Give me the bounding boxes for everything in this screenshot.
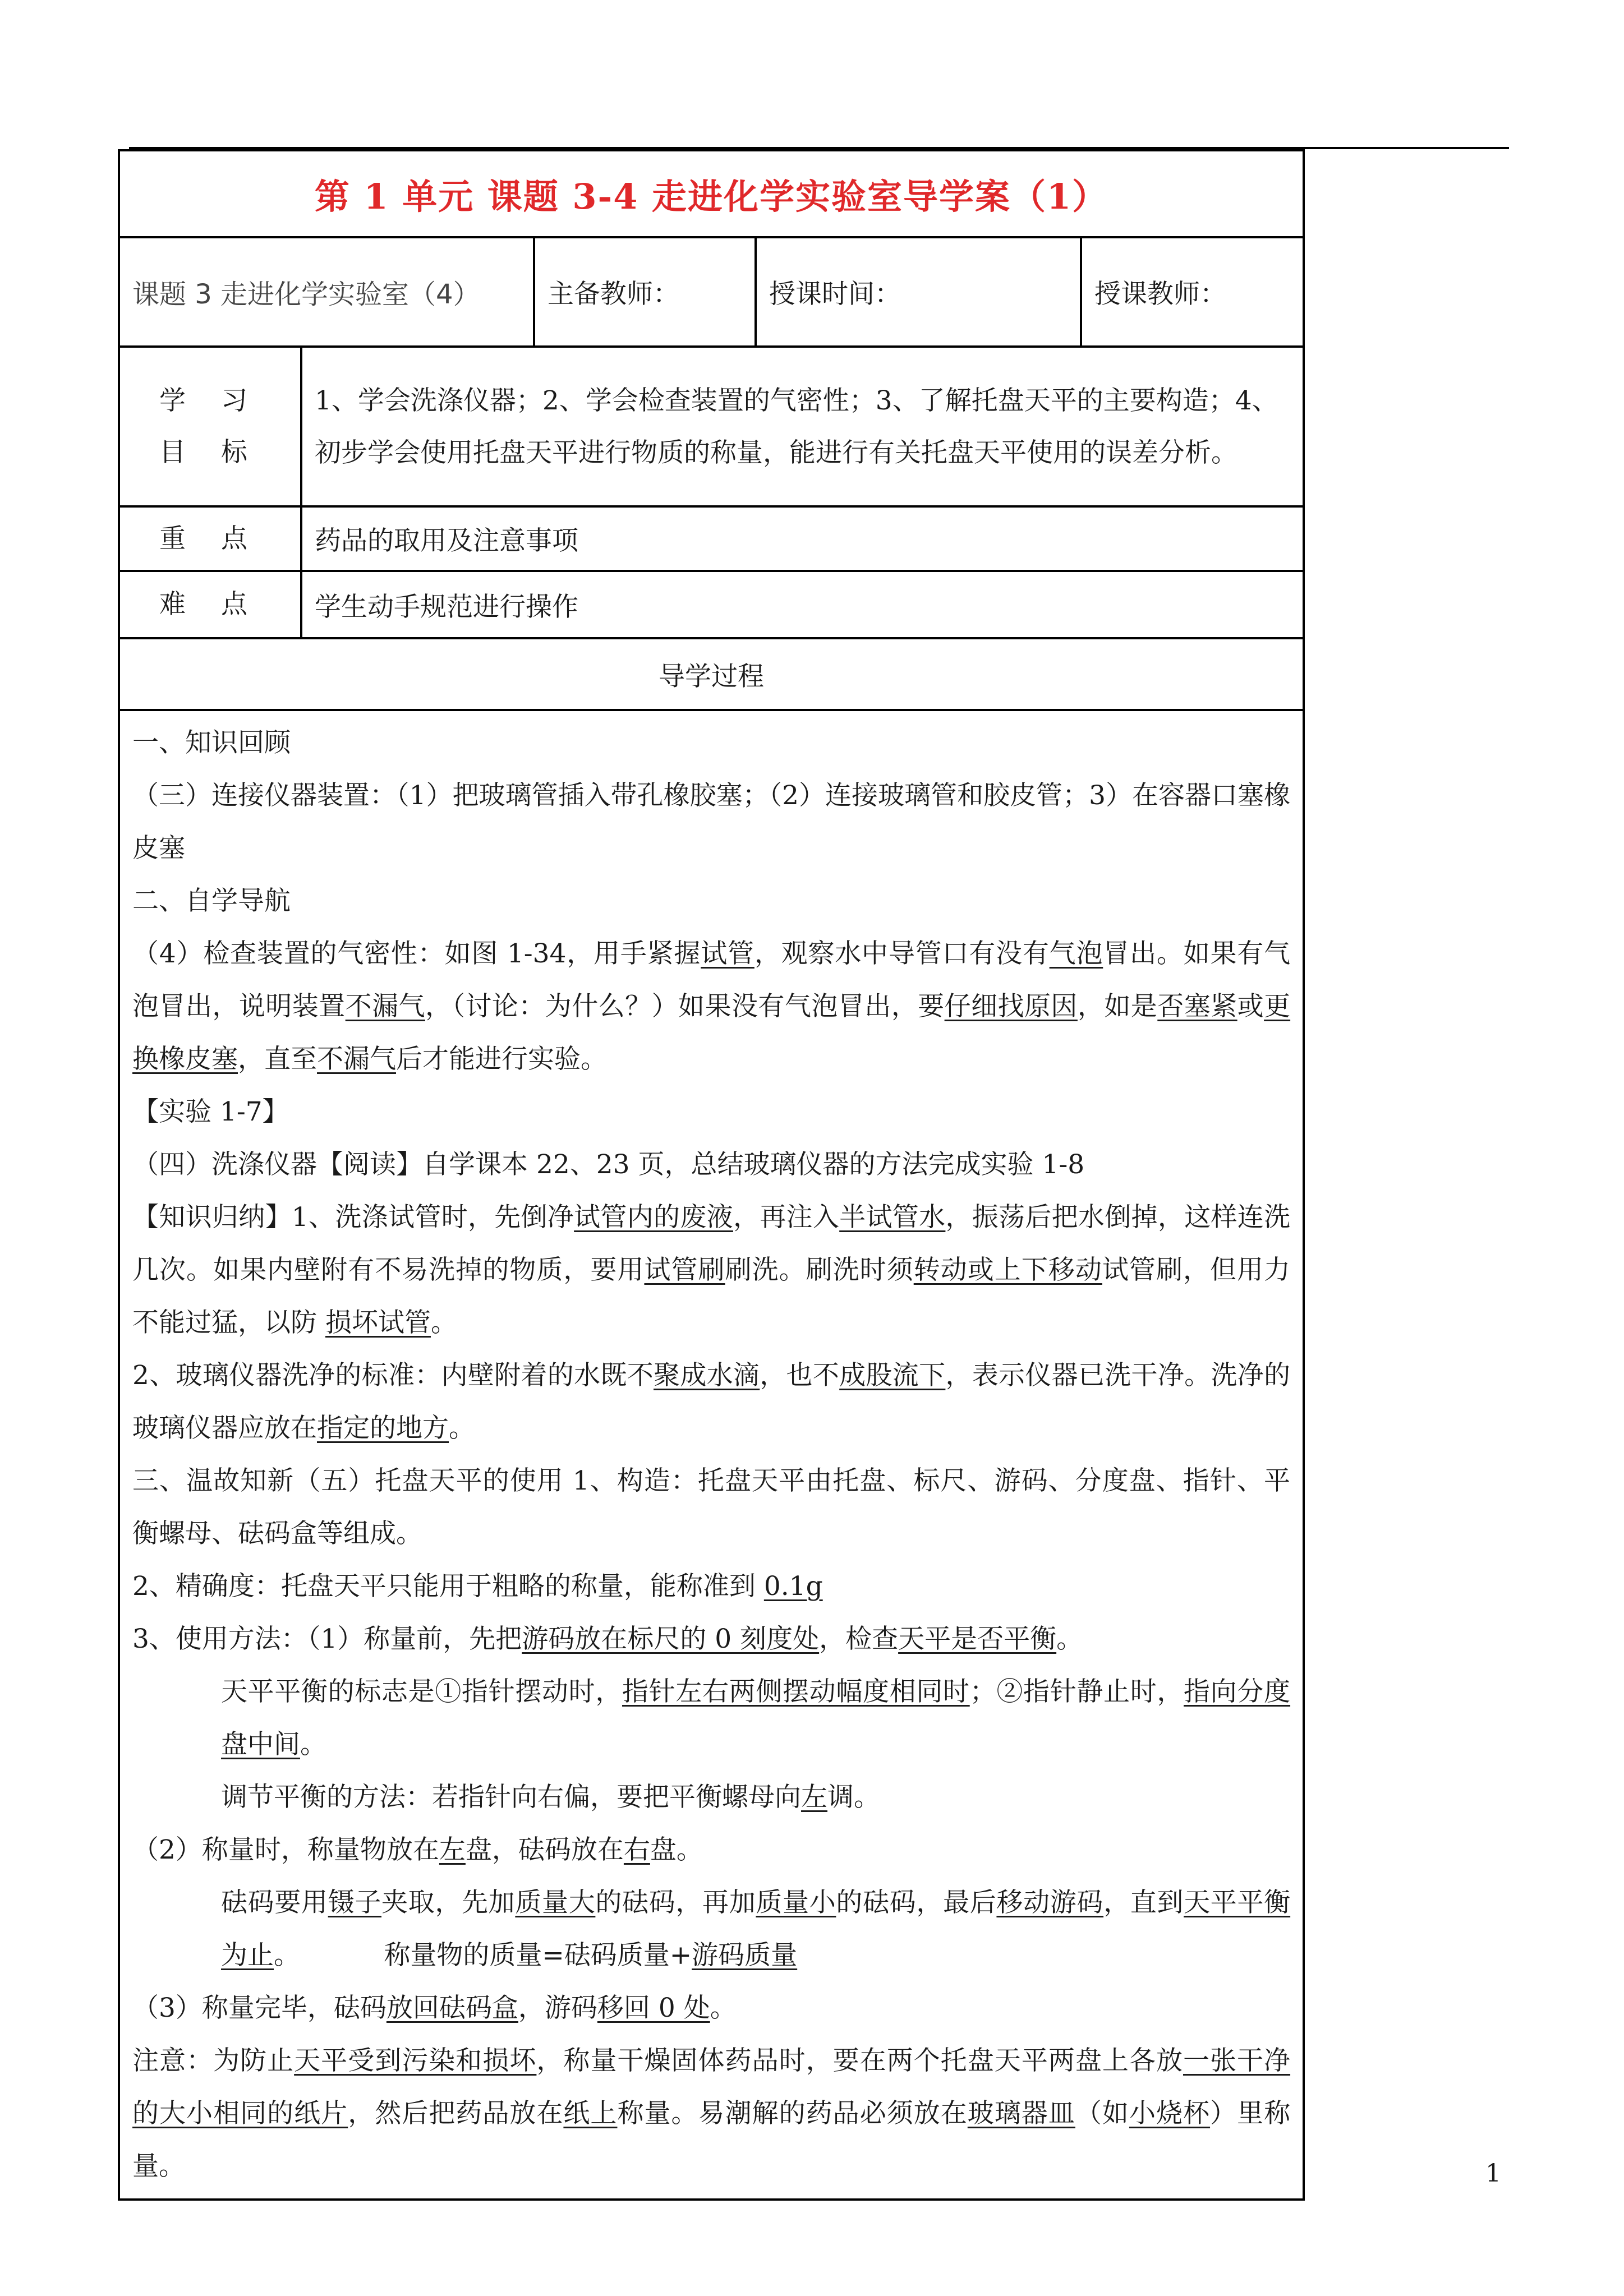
answer-blank: 不漏气 — [317, 1044, 396, 1075]
text-run: 盘，砝码放在 — [465, 1834, 624, 1865]
para-adjust — [132, 1771, 1290, 1824]
text-run: 砝码要用 — [221, 1887, 328, 1918]
answer-blank: 指针左右两侧摆动幅度相同时 — [622, 1676, 970, 1707]
para-precision — [132, 1560, 1290, 1613]
lesson-topic: 课题 3 走进化学实验室（4） — [119, 237, 534, 347]
page-number: 1 — [1485, 2159, 1501, 2188]
prep-teacher-label: 主备教师： — [534, 237, 756, 347]
goals-label-line1: 学 习 — [159, 385, 261, 416]
para-weights — [132, 1877, 1290, 1982]
answer-blank: 试管 — [701, 938, 755, 969]
section-self-study: 二、自学导航 — [132, 886, 291, 916]
answer-blank: 纸上 — [563, 2098, 618, 2129]
text-run: 调节平衡的方法：若指针向右偏，要把平衡螺母向 — [221, 1782, 801, 1813]
answer-blank: 玻璃器皿 — [967, 2098, 1075, 2129]
answer-blank: 左 — [439, 1834, 466, 1865]
para-airtight — [132, 928, 1290, 1086]
text-run: ，直到 — [1103, 1887, 1184, 1918]
answer-blank: 气泡 — [1049, 938, 1103, 969]
text-run: 。 称量物的质量=砝码质量+ — [274, 1940, 692, 1971]
para-clean-standard — [132, 1349, 1290, 1455]
text-run: ；②指针静止时， — [969, 1676, 1184, 1707]
answer-blank: 0.1g — [763, 1571, 823, 1602]
text-run: ）里称量。 — [132, 2098, 1291, 2182]
answer-blank: 质量大 — [515, 1887, 596, 1918]
text-run: ，直至 — [238, 1044, 317, 1075]
text-run: 3、使用方法：（1）称量前，先把 — [132, 1624, 522, 1654]
text-run: （2）称量时，称量物放在 — [132, 1834, 439, 1865]
answer-blank: 移回 0 处 — [597, 1993, 710, 2023]
key-point-label: 重 点 — [119, 506, 301, 571]
para-connect: （三）连接仪器装置：（1）把玻璃管插入带孔橡胶塞；（2）连接玻璃管和胶皮管；3）在容器口塞橡皮塞 — [132, 780, 1291, 864]
answer-blank: 放回砝码盒 — [386, 1993, 518, 2023]
answer-blank: 否塞紧 — [1157, 991, 1237, 1022]
class-time-label: 授课时间： — [756, 237, 1081, 347]
text-run: ，（讨论：为什么？）如果没有气泡冒出，要 — [425, 991, 945, 1022]
para-washing-read: （四）洗涤仪器【阅读】自学课本 22、23 页，总结玻璃仪器的方法完成实验 1-8 — [132, 1149, 1085, 1180]
experiment-label: 【实验 1-7】 — [132, 1096, 289, 1127]
text-run: 注意：为防止 — [132, 2045, 295, 2076]
para-finish — [132, 1982, 1290, 2035]
text-run: 的砝码，最后 — [836, 1887, 997, 1918]
text-run: 冒出。如果有气泡冒出，说明装置 — [132, 938, 1291, 1022]
para-balance-structure: 三、温故知新（五）托盘天平的使用 1、构造：托盘天平由托盘、标尺、游码、分度盘、指针、平衡螺母、砝码盒等组成。 — [132, 1465, 1291, 1549]
text-run: 天平平衡的标志是①指针摆动时， — [221, 1676, 623, 1707]
text-run: 。 — [300, 1729, 326, 1760]
text-run: ，表示仪器已洗干净。洗净的玻璃仪器应放在 — [132, 1360, 1291, 1444]
text-run: 2、玻璃仪器洗净的标准：内壁附着的水既不 — [132, 1360, 654, 1391]
class-teacher-label: 授课教师： — [1081, 237, 1304, 347]
text-run: 【知识归纳】1、洗涤试管时，先倒净 — [132, 1202, 574, 1233]
text-run: ，也不 — [760, 1360, 840, 1391]
para-balance-sign — [132, 1666, 1290, 1771]
text-run: ，然后把药品放在 — [348, 2098, 564, 2129]
text-run: ，检查 — [819, 1624, 899, 1654]
answer-blank: 天平受到污染和损坏 — [294, 2045, 537, 2076]
text-run: （如 — [1075, 2098, 1129, 2129]
answer-blank: 指定的地方 — [317, 1413, 449, 1444]
text-run: ，观察水中导管口有没有 — [754, 938, 1050, 969]
answer-blank: 左 — [801, 1782, 827, 1813]
goals-label-line2: 目 标 — [159, 436, 261, 468]
text-run: ，称量干燥固体药品时，要在两个托盘天平两盘上各放 — [536, 2045, 1183, 2076]
process-header: 导学过程 — [119, 638, 1304, 710]
goals-text: 1、学会洗涤仪器；2、学会检查装置的气密性；3、了解托盘天平的主要构造；4、初步学会使用托盘天平进行物质的称量，能进行有关托盘天平使用的误差分析。 — [301, 347, 1304, 506]
text-run: 后才能进行实验。 — [396, 1044, 607, 1075]
answer-blank: 成股流下 — [839, 1360, 946, 1391]
answer-blank: 仔细找原因 — [944, 991, 1078, 1022]
text-run: （4）检查装置的气密性：如图 1-34，用手紧握 — [132, 938, 701, 969]
answer-blank: 聚成水滴 — [654, 1360, 760, 1391]
text-run: 调。 — [827, 1782, 880, 1813]
answer-blank: 转动或上下移动 — [913, 1255, 1102, 1285]
para-usage — [132, 1613, 1290, 1666]
page-title: 第 1 单元 课题 3-4 走进化学实验室导学案（1） — [119, 150, 1304, 237]
text-run: 2、精确度：托盘天平只能用于粗略的称量，能称准到 — [132, 1571, 764, 1602]
answer-blank: 右 — [623, 1834, 650, 1865]
answer-blank: 试管刷 — [644, 1255, 725, 1285]
text-run: 。 — [710, 1993, 737, 2023]
text-run: 。 — [430, 1307, 457, 1338]
text-run: 称量。易潮解的药品必须放在 — [617, 2098, 968, 2129]
para-knowledge-summary — [132, 1191, 1290, 1349]
process-body — [119, 710, 1304, 2200]
answer-blank: 指向分度盘中间 — [221, 1676, 1291, 1760]
text-run: （3）称量完毕，砝码 — [132, 1993, 387, 2023]
answer-blank: 小烧杯 — [1129, 2098, 1211, 2129]
answer-blank: 损坏试管 — [325, 1307, 431, 1338]
text-run: 夹取，先加 — [381, 1887, 516, 1918]
text-run: ，如是 — [1077, 991, 1158, 1022]
text-run: 试管刷，但用力不能过猛，以防 — [132, 1255, 1291, 1338]
answer-blank: 天平是否平衡 — [898, 1624, 1057, 1654]
text-run: 。 — [449, 1413, 475, 1444]
section-review: 一、知识回顾 — [132, 727, 291, 758]
answer-blank: 更换橡皮塞 — [132, 991, 1291, 1075]
text-run: 盘。 — [650, 1834, 703, 1865]
text-run: 的砝码，再加 — [595, 1887, 756, 1918]
text-run: ，再注入 — [733, 1202, 840, 1233]
answer-blank: 移动游码 — [996, 1887, 1104, 1918]
key-point-text: 药品的取用及注意事项 — [301, 506, 1304, 571]
answer-blank: 一张干净的大小相同的纸片 — [132, 2045, 1291, 2129]
answer-blank: 质量小 — [756, 1887, 836, 1918]
answer-blank: 天平平衡为止 — [221, 1887, 1291, 1971]
text-run: ，游码 — [518, 1993, 597, 2023]
answer-blank: 游码放在标尺的 0 刻度处 — [522, 1624, 820, 1654]
answer-blank: 半试管水 — [839, 1202, 946, 1233]
para-weighing — [132, 1824, 1290, 1877]
text-run: ，振荡后把水倒掉，这样连洗几次。如果内壁附有不易洗掉的物质，要用 — [132, 1202, 1291, 1285]
answer-blank: 不漏气 — [345, 991, 426, 1022]
answer-blank: 游码质量 — [692, 1940, 798, 1971]
answer-blank: 试管内的废液 — [574, 1202, 733, 1233]
difficulty-text: 学生动手规范进行操作 — [301, 571, 1304, 638]
text-run: 。 — [1056, 1624, 1083, 1654]
worksheet-table — [118, 149, 1305, 2201]
text-run: 刷洗。刷洗时须 — [725, 1255, 914, 1285]
difficulty-label: 难 点 — [119, 571, 301, 638]
text-run: 或 — [1237, 991, 1264, 1022]
goals-label — [119, 347, 301, 506]
answer-blank: 镊子 — [328, 1887, 382, 1918]
para-notice — [132, 2035, 1290, 2193]
